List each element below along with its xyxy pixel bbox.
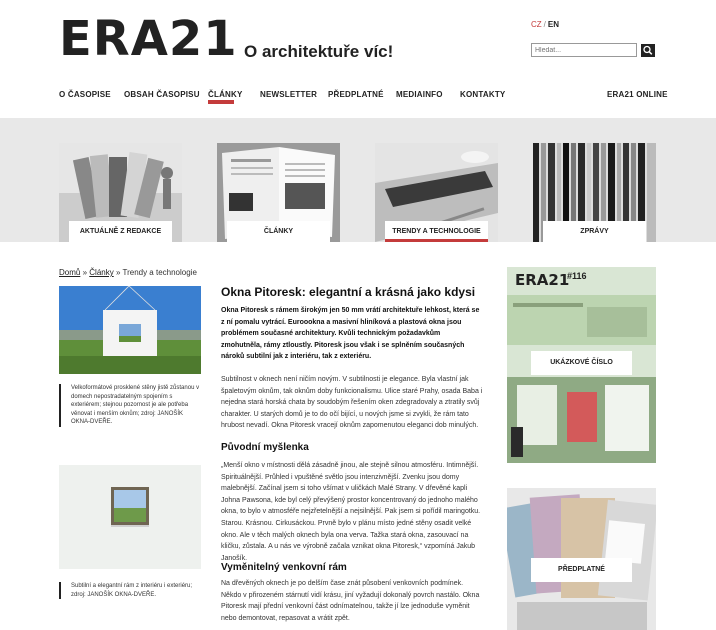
article-paragraph: Subtilnost v oknech není ničím novým. V subtilnosti je elegance. Byla vlastní jak špaletovým oknům, tak oknům doby funkcionalismu. Ulice staré Prahy, osada Baba i nejedna stará horská chata by soudobým řešením oken zdegradovaly a ztratily svůj charakter. U starých domů je to do očí bijící, u nových jsme si zvykli, že rám tato hrubost nevadí. Okna Pitoresk vracejí oknům zapomenutou eleganci dob minulých. [221, 376, 483, 430]
language-switch [531, 20, 559, 29]
search-input[interactable] [531, 43, 637, 57]
tile-trendy[interactable] [375, 143, 498, 242]
tile-zpravy-label[interactable]: ZPRÁVY [543, 221, 646, 242]
article-lead: Okna Pitoresk s rámem širokým jen 50 mm vrátí architektuře lehkost, která se z ní pomalu vytrácí. Euroookna a masivní hliníková a plastová okna jsou problémem současné architektury. Kvůli technickým požadavkům zmohutněla, rámy ztloustly. Pitoresk jsou však i se splněním současných nároků subtilní jak z interiéru, tak z exteriéru. [221, 307, 480, 360]
search-button[interactable] [641, 44, 655, 57]
tile-aktualne-label[interactable]: AKTUÁLNĚ Z REDAKCE [69, 221, 172, 242]
article-image-window-frame [59, 465, 201, 569]
cover-title: ERA21 [515, 271, 570, 289]
article-paragraph: Na dřevěných oknech je po delším čase znát působení venkovních podmínek. Někdo v přirozeném stárnutí vidí krásu, jiní vyžadují dokonalý povrch nastálo. Okna Pitoresk mají přední venkovní část odnímatelnou, takže jí lze jednoduše vyměnit nebo demontovat, repasovat a vrátit zpět. [221, 580, 480, 622]
nav-kontakty[interactable]: KONTAKTY [460, 90, 506, 99]
nav-obsah-casopisu[interactable]: OBSAH ČASOPISU [124, 90, 200, 99]
tagline: O architektuře víc! [244, 42, 394, 61]
breadcrumb-home-link[interactable]: Domů [59, 268, 81, 277]
image-caption: Velkoformátové prosklené stěny jistě zůstanou v domech nepostradatelným spojením s exteriérem; stejnou pozornost je ale potřeba věnovat i menším oknům; zdroj: JANOŠÍK OKNA-DVEŘE. [59, 384, 201, 427]
tile-clanky[interactable] [217, 143, 340, 242]
nav-era21-online[interactable]: ERA21 ONLINE [607, 90, 668, 99]
nav-active-indicator [208, 100, 234, 104]
nav-newsletter[interactable]: NEWSLETTER [260, 90, 318, 99]
breadcrumb-separator: » [115, 268, 121, 277]
sample-issue-card[interactable] [507, 267, 656, 463]
lang-en-link[interactable]: EN [547, 20, 560, 29]
logo[interactable]: ERA21 [59, 11, 238, 67]
nav-predplatne[interactable]: PŘEDPLATNÉ [328, 90, 384, 99]
tile-zpravy[interactable] [533, 143, 656, 242]
tile-clanky-label[interactable]: ČLÁNKY [227, 221, 330, 242]
tile-trendy-label[interactable]: TRENDY A TECHNOLOGIE [385, 221, 488, 242]
subscribe-label[interactable]: PŘEDPLATNÉ [531, 558, 632, 582]
lang-separator: / [543, 20, 546, 29]
section-heading: Původní myšlenka [221, 442, 309, 453]
tile-aktualne[interactable] [59, 143, 182, 242]
breadcrumb-separator: » [82, 268, 88, 277]
nav-mediainfo[interactable]: MEDIAINFO [396, 90, 443, 99]
breadcrumb [59, 268, 197, 277]
search-icon [641, 44, 655, 57]
article-title: Okna Pitoresk: elegantní a krásná jako kdysi [221, 285, 476, 299]
section-heading: Vyměnitelný venkovní rám [221, 562, 347, 573]
subscribe-card[interactable] [507, 488, 656, 630]
breadcrumb-articles-link[interactable]: Články [89, 268, 114, 277]
article-paragraph: „Menší okno v místnosti dělá zásadně jinou, ale stejně silnou atmosféru. Intimnější. Spirituálnější. Průhled i vpuštěné světlo jsou intenzivnější. Zvenku jsou domy malebnější. Začínal jsem si toho všímat v uličkách Malé Strany. V dřevěné kapli Johna Pawsona, kde byl celý převýšený prostor koncentrovaný do jednoho malého okna, to bylo v atmosféře nejzřetelnější a nejsilnější. Pak jsem si pořídil maringotku. Starou. Krásnou. Cirkusáckou. Prvně bylo v plánu místo jedné stěny osadit velké okno. Ale v těch malých oknech byla ona verva. Tažka stará okna, zasouvací na kličku, zůstala. A u nás ve výrobně začala vznikat okna Pitoresk,“ vzpomíná Jakub Janošík. [221, 462, 481, 562]
sample-issue-label[interactable]: UKÁZKOVÉ ČÍSLO [531, 351, 632, 375]
lang-cz-link[interactable]: CZ [531, 20, 542, 29]
article-image-meadow [59, 286, 201, 374]
nav-o-casopise[interactable]: O ČASOPISE [59, 90, 111, 99]
nav-clanky[interactable]: ČLÁNKY [208, 90, 243, 99]
image-caption: Subtilní a elegantní rám z interiéru i exteriéru; zdroj: JANOŠÍK OKNA-DVEŘE. [59, 582, 201, 599]
breadcrumb-current: Trendy a technologie [122, 268, 197, 277]
cover-issue: #116 [567, 271, 587, 281]
